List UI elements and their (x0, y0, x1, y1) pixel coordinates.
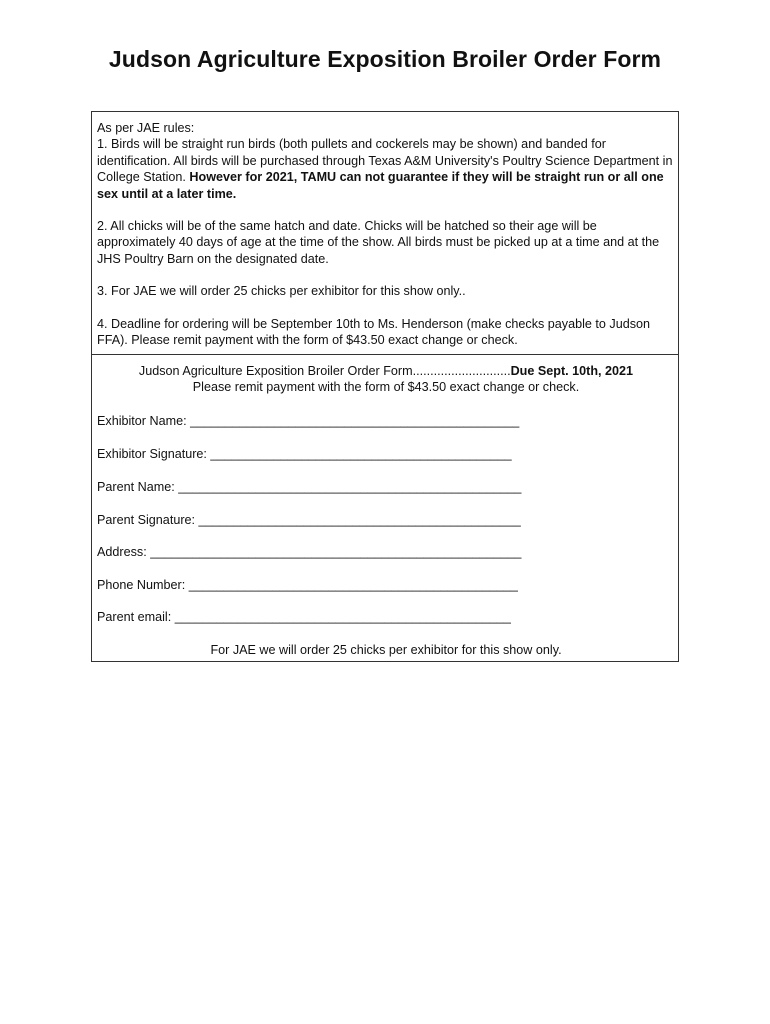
rules-intro: As per JAE rules: (97, 121, 195, 135)
rule-3: 3. For JAE we will order 25 chicks per exhibitor for this show only.. (97, 284, 466, 299)
phone-number-field[interactable]: Phone Number: _______________________________________________ (97, 578, 518, 592)
rule-1-text: 1. Birds will be straight run birds (both pullets and cockerels may be shown) and banded for identification. All birds will be purchased through Texas A&M University's Poultry Science Department in College Station. (97, 137, 673, 185)
order-form-box (91, 111, 679, 662)
order-payment-note: Please remit payment with the form of $43.50 exact change or check. (192, 380, 580, 395)
rule-1 (97, 136, 675, 202)
rules-section (97, 120, 675, 364)
parent-name-field[interactable]: Parent Name: _________________________________________________ (97, 480, 522, 494)
parent-email-field[interactable]: Parent email: ________________________________________________ (97, 610, 511, 624)
section-divider (92, 354, 678, 355)
exhibitor-signature-field[interactable]: Exhibitor Signature: ___________________________________________ (97, 447, 512, 461)
address-field[interactable]: Address: _____________________________________________________ (97, 545, 522, 559)
page-title: Judson Agriculture Exposition Broiler Order Form (108, 46, 662, 72)
rule-4: 4. Deadline for ordering will be September 10th to Ms. Henderson (make checks payable to Judson FFA). Please remit payment with the form of $43.50 exact change or check. (97, 316, 651, 348)
order-due-date: Due Sept. 10th, 2021 (510, 364, 634, 378)
order-header (97, 363, 675, 396)
parent-signature-field[interactable]: Parent Signature: ______________________________________________ (97, 513, 521, 527)
rule-2: 2. All chicks will be of the same hatch and date. Chicks will be hatched so their age will be approximately 40 days of age at the time of the show. All birds must be picked up at a time and at the JHS Poultry Barn on the designated date. (97, 219, 660, 266)
order-section (97, 363, 675, 657)
exhibitor-name-field[interactable]: Exhibitor Name: _______________________________________________ (97, 414, 520, 428)
rule-1-emphasis: However for 2021, TAMU can not guarantee if they will be straight run or all one sex until at a later time. (97, 170, 664, 201)
order-footer-note: For JAE we will order 25 chicks per exhibitor for this show only. (210, 643, 562, 657)
order-header-title: Judson Agriculture Exposition Broiler Order Form............................ (138, 364, 511, 378)
